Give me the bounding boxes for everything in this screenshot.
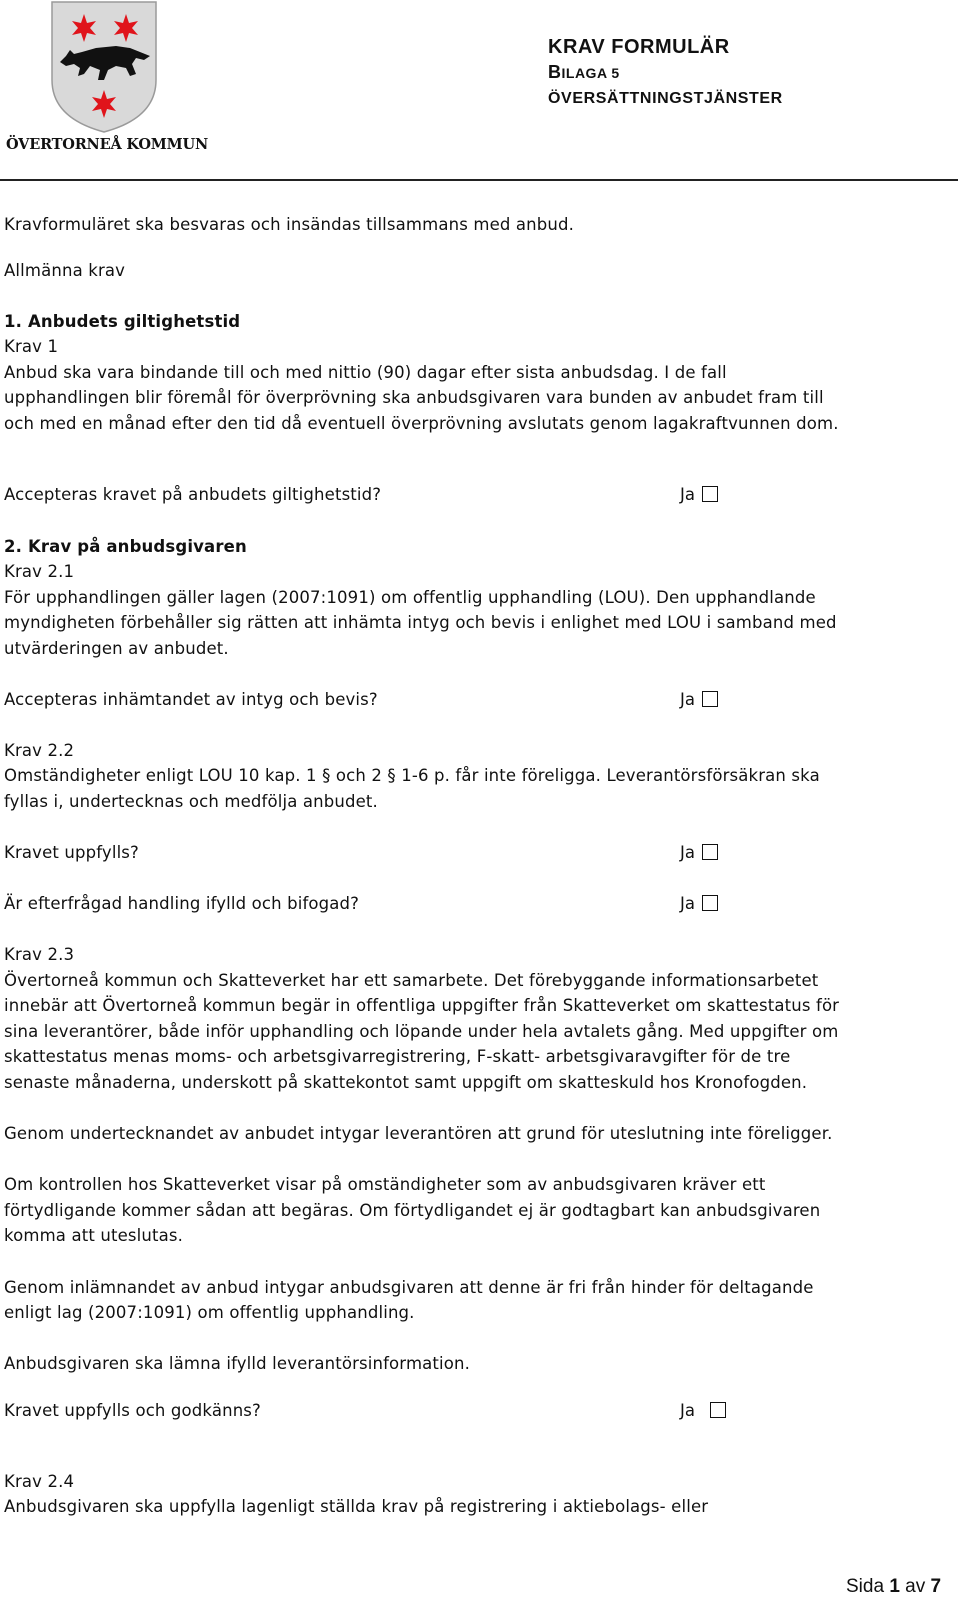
coat-of-arms-icon [4,0,204,135]
yes-label: Ja [680,1401,695,1420]
yes-label: Ja [680,894,695,913]
krav-1-line: och med en månad efter den tid då eventuell överprövning avslutats genom lagakraftvunnen dom. [4,414,839,433]
krav-2-3-line: sina leverantörer, både inför upphandling och löpande under hela avtalets gång. Med uppgifter om [4,1022,839,1041]
question-5: Kravet uppfylls och godkänns? [4,1401,261,1420]
paragraph-control-line: Om kontrollen hos Skatteverket visar på omständigheter som av anbudsgivaren kräver ett [4,1175,766,1194]
krav-2-4-label: Krav 2.4 [4,1472,75,1491]
section-1-heading: 1. Anbudets giltighetstid [4,312,241,331]
krav-2-4-line: Anbudsgivaren ska uppfylla lagenligt ställda krav på registrering i aktiebolags- eller [4,1497,709,1516]
krav-2-1-line: utvärderingen av anbudet. [4,639,229,658]
page-total: 7 [930,1576,942,1597]
checkbox-icon[interactable] [702,691,718,707]
yes-label: Ja [680,485,695,504]
service-name: ÖVERSÄTTNINGSTJÄNSTER [548,90,783,107]
subtitle-rest: ILAGA 5 [561,65,620,81]
krav-2-3-line: skattestatus menas moms- och arbetsgivarregistrering, F-skatt- arbetsgivaravgifter för de tre [4,1047,791,1066]
krav-2-2-label: Krav 2.2 [4,741,75,760]
krav-2-3-line: senaste månaderna, underskott på skattekontot samt uppgift om skatteskuld hos Kronofogden. [4,1073,808,1092]
checkbox-icon[interactable] [702,895,718,911]
krav-2-1-line: För upphandlingen gäller lagen (2007:1091) om offentlig upphandling (LOU). Den upphandlande [4,588,816,607]
krav-1-line: upphandlingen blir föremål för överprövning ska anbudsgivaren vara bunden av anbudet fram till [4,388,824,407]
krav-2-2-line: Omständigheter enligt LOU 10 kap. 1 § och 2 § 1-6 p. får inte föreligga. Leverantörsförsäkran ska [4,766,820,785]
of-word: av [905,1576,926,1597]
municipality-name: ÖVERTORNEÅ KOMMUN [6,136,208,153]
yes-label: Ja [680,690,695,709]
question-1: Accepteras kravet på anbudets giltighetstid? [4,485,382,504]
form-subtitle [548,62,620,83]
intro-text: Kravformuläret ska besvaras och insändas tillsammans med anbud. [4,215,575,234]
general-heading: Allmänna krav [4,261,126,280]
krav-2-1-label: Krav 2.1 [4,562,75,581]
paragraph-supplier-info: Anbudsgivaren ska lämna ifylld leverantörsinformation. [4,1354,471,1373]
paragraph-control-line: komma att uteslutas. [4,1226,183,1245]
answer-yes-1[interactable] [680,482,695,508]
answer-yes-2[interactable] [680,687,695,713]
krav-1-line: Anbud ska vara bindande till och med nittio (90) dagar efter sista anbudsdag. I de fall [4,363,727,382]
municipality-logo [4,0,208,160]
question-4: Är efterfrågad handling ifylld och bifogad? [4,894,360,913]
form-title: KRAV FORMULÄR [548,36,730,58]
answer-yes-3[interactable] [680,840,695,866]
section-2-heading: 2. Krav på anbudsgivaren [4,537,247,556]
checkbox-icon[interactable] [702,844,718,860]
paragraph-exclusion: Genom undertecknandet av anbudet intygar leverantören att grund för uteslutning inte föreligger. [4,1124,833,1143]
checkbox-icon[interactable] [710,1402,726,1418]
paragraph-control-line: förtydligande kommer sådan att begäras. Om förtydligandet ej är godtagbart kan anbudsgivaren [4,1201,821,1220]
yes-label: Ja [680,843,695,862]
krav-2-2-line: fyllas i, undertecknas och medfölja anbudet. [4,792,378,811]
krav-2-3-line: Övertorneå kommun och Skatteverket har ett samarbete. Det förebyggande informationsarbetet [4,971,819,990]
question-2: Accepteras inhämtandet av intyg och bevis? [4,690,378,709]
question-3: Kravet uppfylls? [4,843,139,862]
subtitle-initial: B [548,62,562,82]
paragraph-hinder-line: enligt lag (2007:1091) om offentlig upphandling. [4,1303,415,1322]
krav-1-label: Krav 1 [4,337,59,356]
answer-yes-5[interactable] [680,1398,695,1424]
header-divider [0,179,958,181]
paragraph-hinder-line: Genom inlämnandet av anbud intygar anbudsgivaren att denne är fri från hinder för deltagande [4,1278,814,1297]
page-indicator [846,1576,941,1598]
checkbox-icon[interactable] [702,486,718,502]
page-number: 1 [889,1576,900,1597]
krav-2-3-label: Krav 2.3 [4,945,75,964]
krav-2-1-line: myndigheten förbehåller sig rätten att inhämta intyg och bevis i enlighet med LOU i samband med [4,613,837,632]
answer-yes-4[interactable] [680,891,695,917]
krav-2-3-line: innebär att Övertorneå kommun begär in offentliga uppgifter från Skatteverket om skattestatus för [4,996,840,1015]
page-word: Sida [846,1576,885,1597]
